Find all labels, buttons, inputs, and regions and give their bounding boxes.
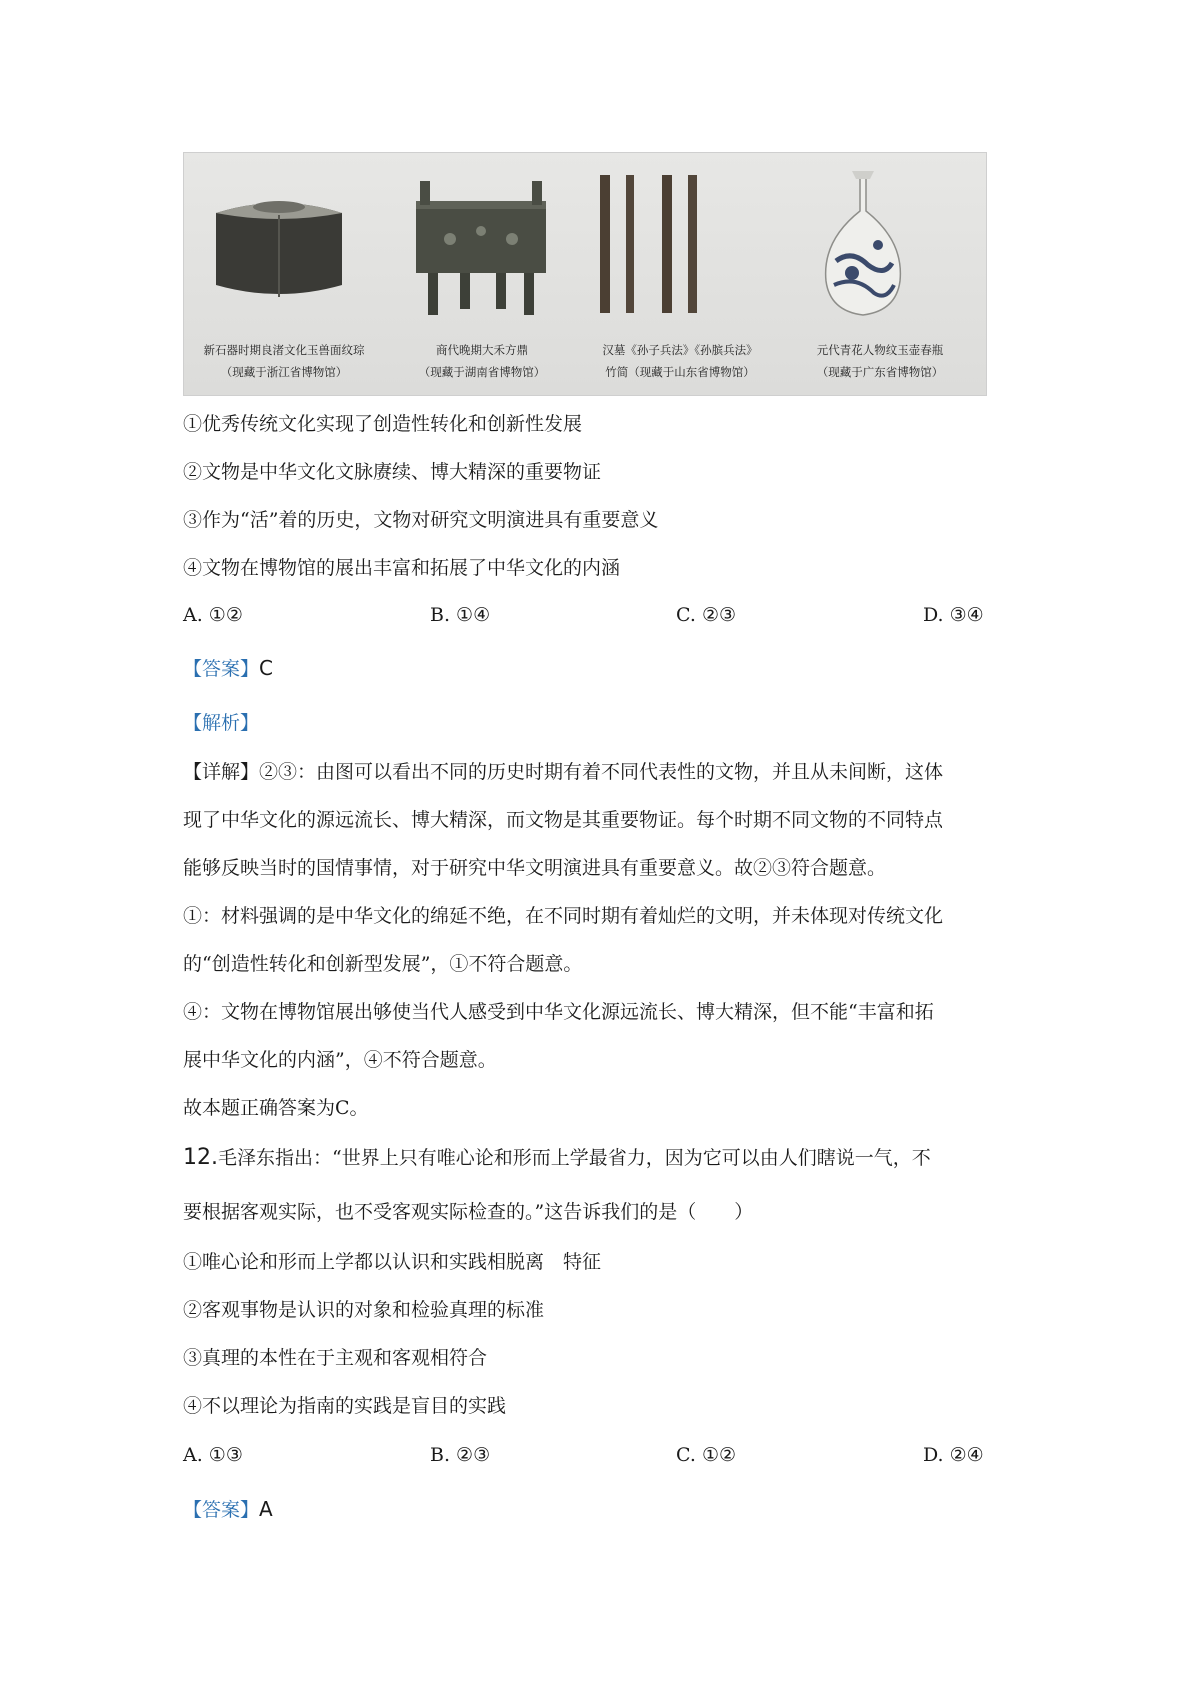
caption-line1: 商代晚期大禾方鼎 <box>436 343 528 357</box>
answer-value: C <box>259 656 273 680</box>
q12-statement-3: ③真理的本性在于主观和客观相符合 <box>183 1347 488 1369</box>
caption-line2: （现藏于浙江省博物馆） <box>220 365 348 379</box>
q12-statement-4: ④不以理论为指南的实践是盲目的实践 <box>183 1395 507 1417</box>
q11-statement-4: ④文物在博物馆的展出丰富和拓展了中华文化的内涵 <box>183 557 621 579</box>
caption-line1: 新石器时期良渚文化玉兽面纹琮 <box>203 343 365 357</box>
q11-detail-line-6: ④：文物在博物馆展出够使当代人感受到中华文化源远流长、博大精深，但不能“丰富和拓 <box>183 1001 934 1023</box>
q11-detail-line-2: 现了中华文化的源远流长、博大精深，而文物是其重要物证。每个时期不同文物的不同特点 <box>183 809 944 831</box>
q11-detail-line-1 <box>183 760 943 784</box>
caption-bronze-ding <box>384 339 580 383</box>
answer-value: A <box>259 1497 273 1521</box>
q12-answer <box>183 1497 273 1522</box>
caption-porcelain-vase <box>782 339 978 383</box>
caption-line2: （现藏于湖南省博物馆） <box>418 365 546 379</box>
analysis-label: 【解析】 <box>183 712 260 734</box>
q11-option-a: A. ①② <box>183 604 243 626</box>
q11-detail-line-4: ①：材料强调的是中华文化的绵延不绝，在不同时期有着灿烂的文明，并未体现对传统文化 <box>183 905 944 927</box>
q12-option-d: D. ②④ <box>923 1444 984 1466</box>
q11-option-b: B. ①④ <box>430 604 491 626</box>
q12-statement-1: ①唯心论和形而上学都以认识和实践相脱离 特征 <box>183 1251 602 1273</box>
q11-detail-line-3: 能够反映当时的国情事情，对于研究中华文明演进具有重要意义。故②③符合题意。 <box>183 857 887 879</box>
q12-stem-line-2: 要根据客观实际，也不受客观实际检查的。”这告诉我们的是（ ） <box>183 1201 754 1223</box>
q11-statement-3: ③作为“活”着的历史，文物对研究文明演进具有重要意义 <box>183 509 659 531</box>
q11-answer <box>183 656 273 681</box>
q12-option-a: A. ①③ <box>183 1444 243 1466</box>
q12-option-b: B. ②③ <box>430 1444 491 1466</box>
q12-stem-line-1 <box>183 1146 931 1170</box>
bronze-ding-image <box>416 181 546 315</box>
q11-detail-line-8: 故本题正确答案为C。 <box>183 1097 369 1119</box>
q11-detail-line-5: 的“创造性转化和创新型发展”，①不符合题意。 <box>183 953 583 975</box>
q11-statement-2: ②文物是中华文化文脉赓续、博大精深的重要物证 <box>183 461 602 483</box>
q11-option-d: D. ③④ <box>923 604 984 626</box>
relics-photo <box>183 152 987 396</box>
stem-text: 毛泽东指出：“世界上只有唯心论和形而上学最省力，因为它可以由人们瞎说一气，不 <box>218 1147 931 1169</box>
q12-statement-2: ②客观事物是认识的对象和检验真理的标准 <box>183 1299 545 1321</box>
caption-bamboo-slips <box>582 339 778 383</box>
bamboo-slips-image <box>600 175 697 313</box>
q11-analysis-heading <box>183 711 259 735</box>
question-number: 12. <box>183 1145 218 1170</box>
detail-label: 【详解】 <box>183 761 260 783</box>
q11-detail-line-7: 展中华文化的内涵”，④不符合题意。 <box>183 1049 497 1071</box>
porcelain-vase-image <box>826 171 901 315</box>
q11-statement-1: ①优秀传统文化实现了创造性转化和创新性发展 <box>183 413 583 435</box>
detail-text: ②③：由图可以看出不同的历史时期有着不同代表性的文物，并且从未间断，这体 <box>259 761 944 783</box>
caption-jade-cong <box>186 339 382 383</box>
answer-label: 【答案】 <box>183 1499 260 1521</box>
caption-line2: 竹简（现藏于山东省博物馆） <box>605 365 755 379</box>
caption-line2: （现藏于广东省博物馆） <box>816 365 944 379</box>
q11-option-c: C. ②③ <box>676 604 737 626</box>
caption-line1: 汉墓《孙子兵法》《孙膑兵法》 <box>602 343 758 357</box>
caption-line1: 元代青花人物纹玉壶春瓶 <box>816 343 944 357</box>
q12-option-c: C. ①② <box>676 1444 737 1466</box>
jade-cong-image <box>216 201 342 297</box>
answer-label: 【答案】 <box>183 658 260 680</box>
